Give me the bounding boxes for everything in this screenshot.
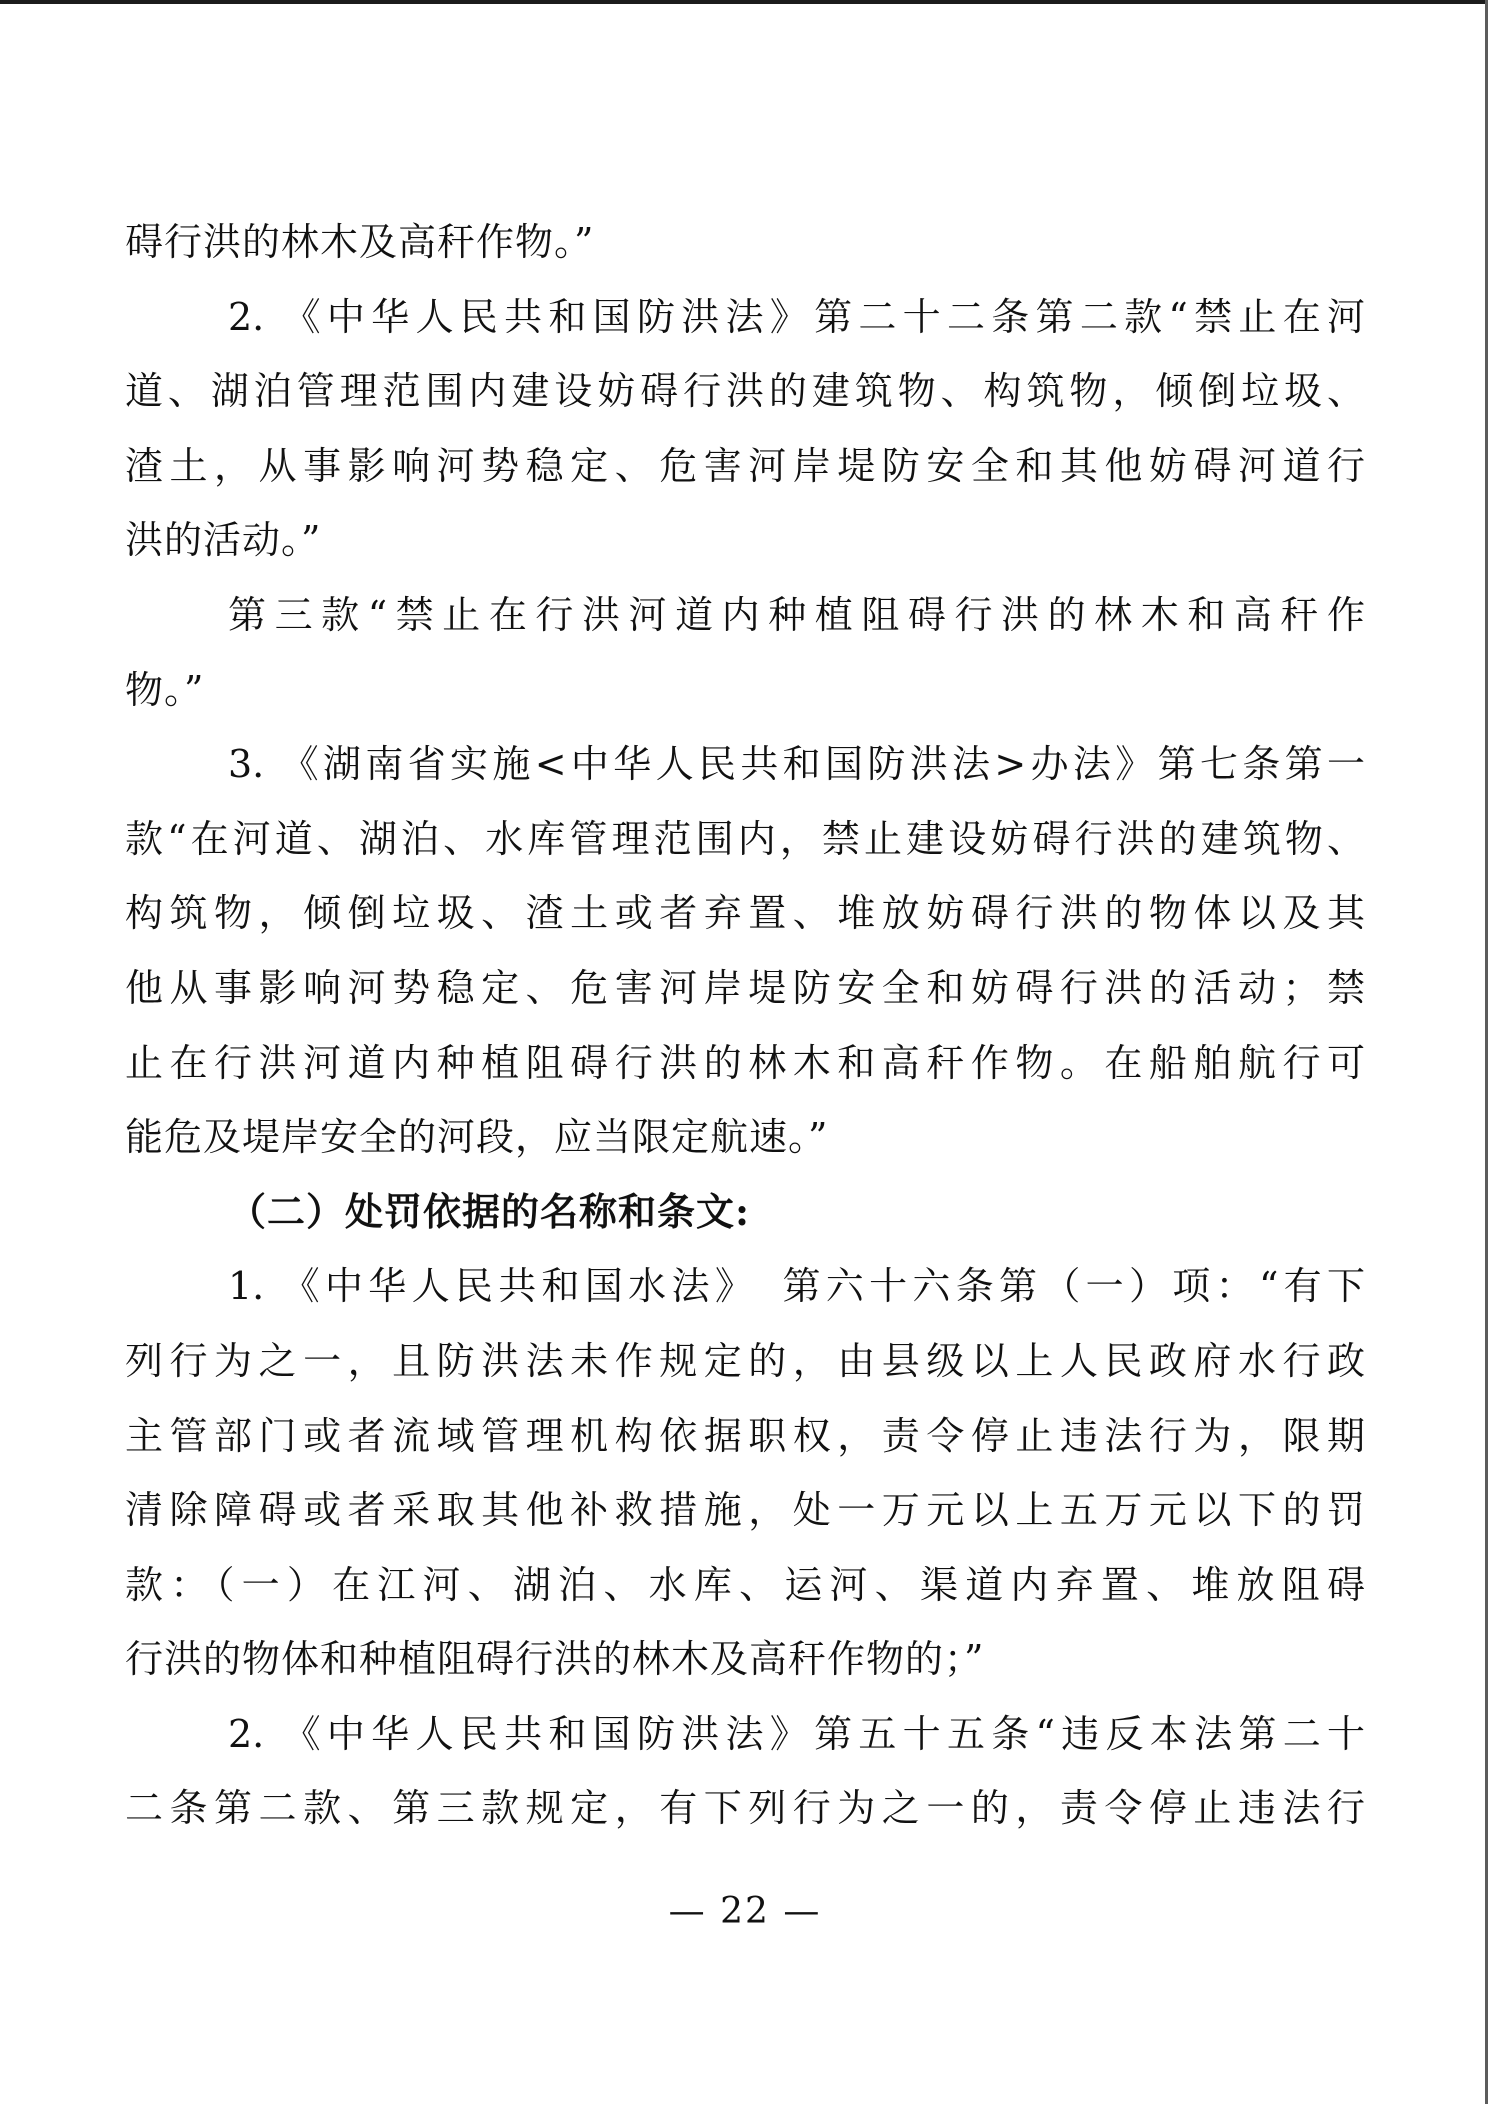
text-line: 构筑物，倾倒垃圾、渣土或者弃置、堆放妨碍行洪的物体以及其 (125, 891, 1365, 936)
text-line: 款“在河道、湖泊、水库管理范围内，禁止建设妨碍行洪的建筑物、 (125, 816, 1365, 861)
text-line: 1. 《中华人民共和国水法》 第六十六条第（一）项：“有下 (228, 1264, 1365, 1309)
document-body (125, 205, 1365, 1936)
section-heading: （二）处罚依据的名称和条文: (228, 1188, 751, 1234)
text-line: 道、湖泊管理范围内建设妨碍行洪的建筑物、构筑物，倾倒垃圾、 (125, 369, 1365, 414)
text-line: 止在行洪河道内种植阻碍行洪的林木和高秆作物。在船舶航行可 (125, 1040, 1365, 1085)
scan-top-edge (0, 0, 1488, 4)
text-line: 列行为之一，且防洪法未作规定的，由县级以上人民政府水行政 (125, 1338, 1365, 1383)
page-number: — 22 — (668, 1891, 822, 1933)
text-line: 洪的活动。” (125, 518, 322, 563)
text-line: 主管部门或者流域管理机构依据职权，责令停止违法行为，限期 (125, 1413, 1365, 1458)
text-line: 碍行洪的林木及高秆作物。” (125, 220, 595, 264)
text-line: 二条第二款、第三款规定，有下列行为之一的，责令停止违法行 (125, 1786, 1365, 1831)
text-line: 清除障碍或者采取其他补救措施，处一万元以上五万元以下的罚 (125, 1488, 1365, 1533)
text-line: 能危及堤岸安全的河段，应当限定航速。” (125, 1115, 829, 1160)
text-line: 第三款“禁止在行洪河道内种植阻碍行洪的林木和高秆作 (228, 592, 1365, 637)
text-line: 2. 《中华人民共和国防洪法》第五十五条“违反本法第二十 (228, 1711, 1365, 1756)
text-line: 款：（一）在江河、湖泊、水库、运河、渠道内弃置、堆放阻碍 (125, 1562, 1365, 1607)
text-line: 3. 《湖南省实施<中华人民共和国防洪法>办法》第七条第一 (228, 742, 1365, 787)
text-line: 渣土，从事影响河势稳定、危害河岸堤防安全和其他妨碍河道行 (125, 443, 1365, 488)
text-line: 他从事影响河势稳定、危害河岸堤防安全和妨碍行洪的活动；禁 (125, 965, 1365, 1010)
text-line: 行洪的物体和种植阻碍行洪的林木及高秆作物的；” (125, 1637, 985, 1682)
text-line: 2. 《中华人民共和国防洪法》第二十二条第二款“禁止在河 (228, 294, 1365, 339)
text-line: 物。” (125, 667, 205, 712)
